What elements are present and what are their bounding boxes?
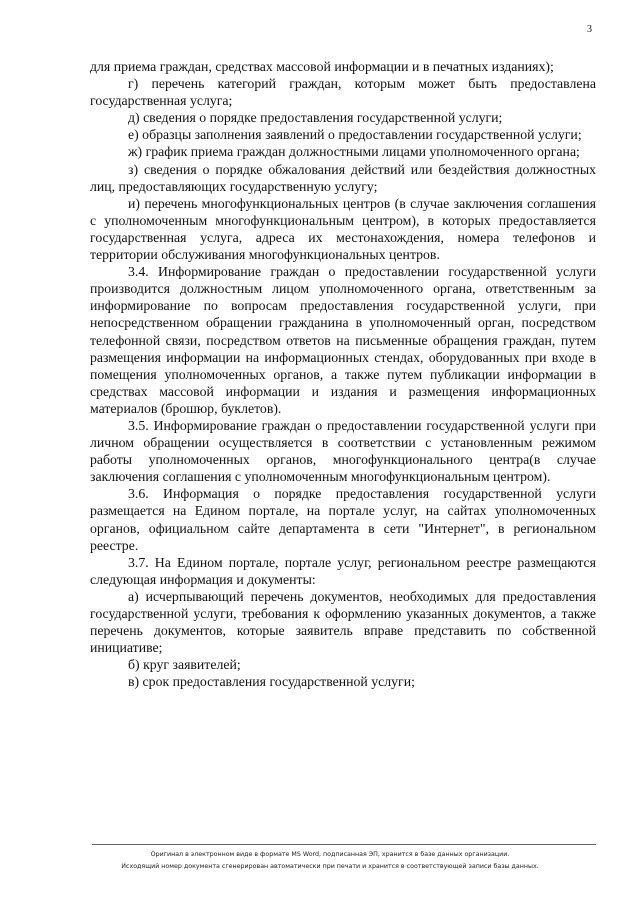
footer-line-2: Исходящий номер документа сгенерирован автоматически при печати и хранится в соответствующей записи базы данных. (121, 863, 539, 870)
paragraph: б) круг заявителей; (128, 657, 241, 673)
paragraph: 3.6. Информация о порядке предоставления государственной услуги размещается на Едином портале, на портале услуг, на сайтах уполномоченных органов, официальном сайте департамента в сети "Интернет", в региональном реестре. (90, 486, 596, 553)
paragraph: е) образцы заполнения заявлений о предоставлении государственной услуги; (128, 127, 582, 143)
footer-line-1: Оригинал в электронном виде в формате MS Word, подписанная ЭП, хранится в базе данных организации. (150, 851, 510, 858)
paragraph: а) исчерпывающий перечень документов, необходимых для предоставления государственной услуги, требования к оформлению указанных документов, а также перечень документов, которые заявитель вправе представить по собственной инициативе; (90, 588, 596, 656)
document-body (90, 58, 596, 690)
footer-note (60, 849, 600, 873)
page-number: 3 (587, 24, 592, 35)
paragraph: и) перечень многофункциональных центров (в случае заключения соглашения с уполномоченным многофункциональным центром), в которых предоставляется государственная услуга, адреса их местонахождения, номера телефонов и территории обслуживания многофункциональных центров. (90, 195, 596, 263)
paragraph: з) сведения о порядке обжалования действий или бездействия должностных лиц, предоставляющих государственную услугу; (90, 161, 596, 194)
paragraph: 3.4. Информирование граждан о предоставлении государственной услуги производится должностным лицом уполномоченного органа, ответственным за информирование по вопросам предоставления государственной услуги, при непосредственном обращении гражданина в уполномоченный орган, посредством телефонной связи, посредством ответов на письменные обращения граждан, путем размещения информации на информационных стендах, оборудованных при входе в помещения уполномоченных органов, а также путем публикации информации в средствах массовой информации и издания и размещения информационных материалов (брошюр, буклетов). (90, 264, 596, 416)
paragraph: для приема граждан, средствах массовой информации и в печатных изданиях); (90, 59, 554, 74)
paragraph: д) сведения о порядке предоставления государственной услуги; (128, 110, 503, 126)
footer-divider (92, 844, 596, 845)
paragraph: в) срок предоставления государственной услуги; (128, 674, 415, 690)
paragraph: ж) график приема граждан должностными лицами уполномоченного органа; (128, 144, 580, 160)
paragraph: 3.5. Информирование граждан о предоставлении государственной услуги при личном обращении осуществляется в соответствии с установленным режимом работы уполномоченных органов, многофункционального центра(в случае заключения соглашения с уполномоченным многофункциональным центром). (90, 417, 596, 485)
paragraph: 3.7. На Едином портале, портале услуг, региональном реестре размещаются следующая информация и документы: (90, 554, 596, 587)
paragraph: г) перечень категорий граждан, которым может быть предоставлена государственная услуга; (90, 76, 596, 109)
